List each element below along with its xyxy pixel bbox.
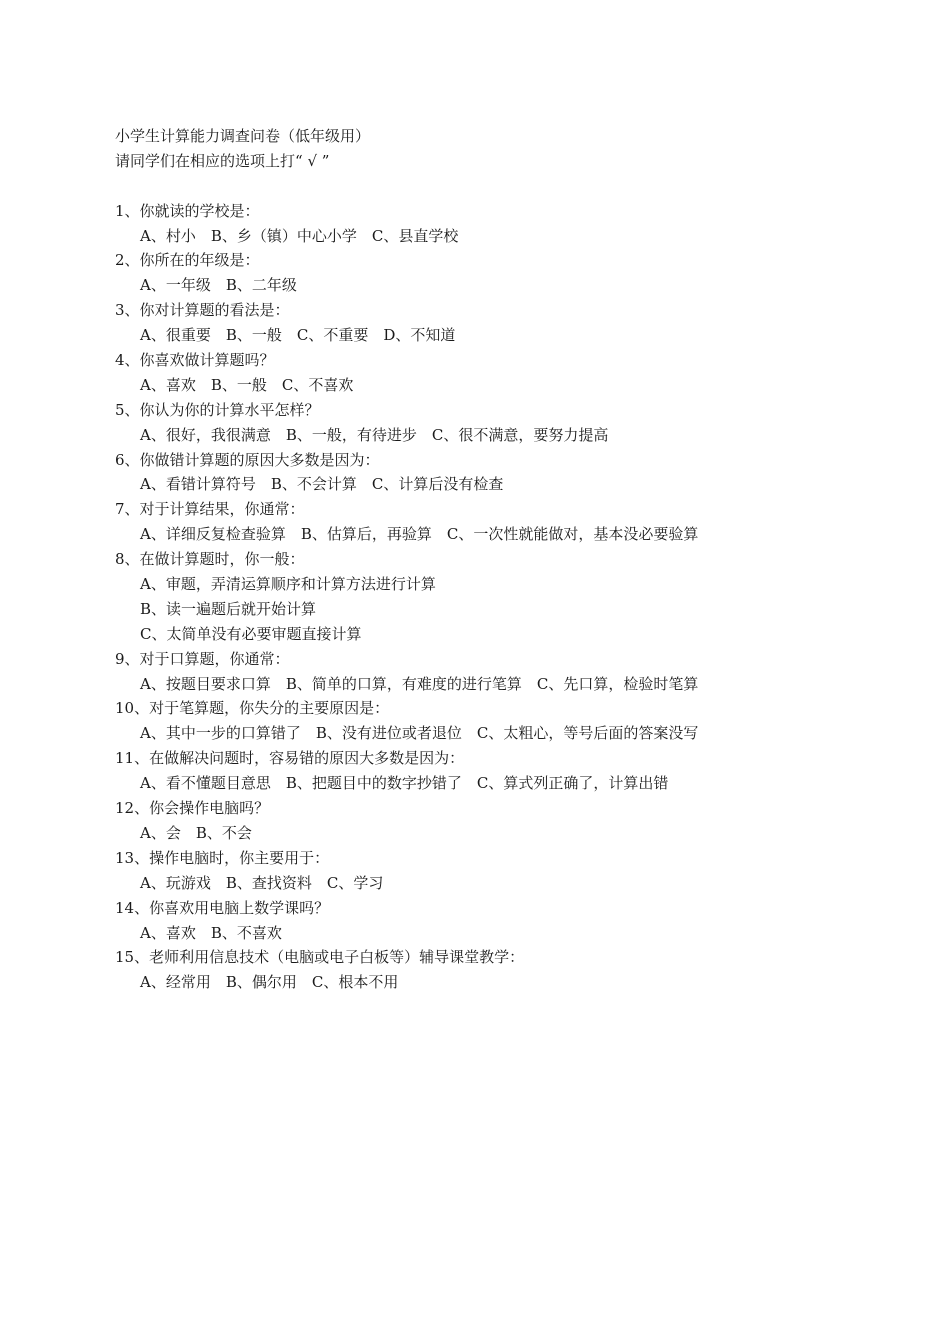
answer-options: C、太简单没有必要审题直接计算 <box>140 624 362 643</box>
answer-options: A、审题，弄清运算顺序和计算方法进行计算 <box>140 575 436 594</box>
question-text: 13、操作电脑时，你主要用于： <box>115 848 330 867</box>
answer-options: A、玩游戏 B、查找资料 C、学习 <box>140 873 384 892</box>
answer-options: A、看错计算符号 B、不会计算 C、计算后没有检查 <box>140 475 504 494</box>
question-text: 6、你做错计算题的原因大多数是因为： <box>115 450 380 469</box>
answer-options: A、看不懂题目意思 B、把题目中的数字抄错了 C、算式列正确了，计算出错 <box>140 774 669 793</box>
answer-options: A、其中一步的口算错了 B、没有进位或者退位 C、太粗心，等号后面的答案没写 <box>140 724 699 743</box>
answer-options: A、村小 B、乡（镇）中心小学 C、县直学校 <box>140 226 459 245</box>
question-text: 10、对于笔算题，你失分的主要原因是： <box>115 699 390 718</box>
question-text: 9、对于口算题，你通常： <box>115 649 290 668</box>
answer-options: A、很好，我很满意 B、一般，有待进步 C、很不满意，要努力提高 <box>140 425 609 444</box>
question-text: 4、你喜欢做计算题吗？ <box>115 351 275 370</box>
answer-options: B、读一遍题后就开始计算 <box>140 599 317 618</box>
document-title: 小学生计算能力调查问卷（低年级用） <box>115 127 371 145</box>
spacer <box>115 174 915 199</box>
answer-options: A、喜欢 B、不喜欢 <box>140 923 282 942</box>
question-list <box>115 199 915 996</box>
question-text: 5、你认为你的计算水平怎样？ <box>115 400 320 419</box>
question-text: 2、你所在的年级是： <box>115 251 260 270</box>
answer-options: A、一年级 B、二年级 <box>140 276 297 295</box>
question-text: 14、你喜欢用电脑上数学课吗？ <box>115 898 330 917</box>
answer-options: A、经常用 B、偶尔用 C、根本不用 <box>140 973 399 992</box>
answer-options: A、按题目要求口算 B、简单的口算，有难度的进行笔算 C、先口算，检验时笔算 <box>140 674 699 693</box>
question-text: 11、在做解决问题时，容易错的原因大多数是因为： <box>115 749 465 768</box>
question-text: 15、老师利用信息技术（电脑或电子白板等）辅导课堂教学： <box>115 948 525 967</box>
question-text: 3、你对计算题的看法是： <box>115 301 290 320</box>
question-text: 12、你会操作电脑吗？ <box>115 799 270 818</box>
question-text: 8、在做计算题时，你一般： <box>115 550 305 569</box>
answer-options: A、喜欢 B、一般 C、不喜欢 <box>140 375 354 394</box>
question-text: 7、对于计算结果，你通常： <box>115 500 305 519</box>
questionnaire-body <box>115 124 915 995</box>
instruction-text: 请同学们在相应的选项上打“ √ ” <box>115 151 330 170</box>
answer-options: A、很重要 B、一般 C、不重要 D、不知道 <box>140 326 456 345</box>
answer-options: A、详细反复检查验算 B、估算后，再验算 C、一次性就能做对，基本没必要验算 <box>140 525 699 544</box>
question-text: 1、你就读的学校是： <box>115 201 260 220</box>
answer-options: A、会 B、不会 <box>140 823 252 842</box>
